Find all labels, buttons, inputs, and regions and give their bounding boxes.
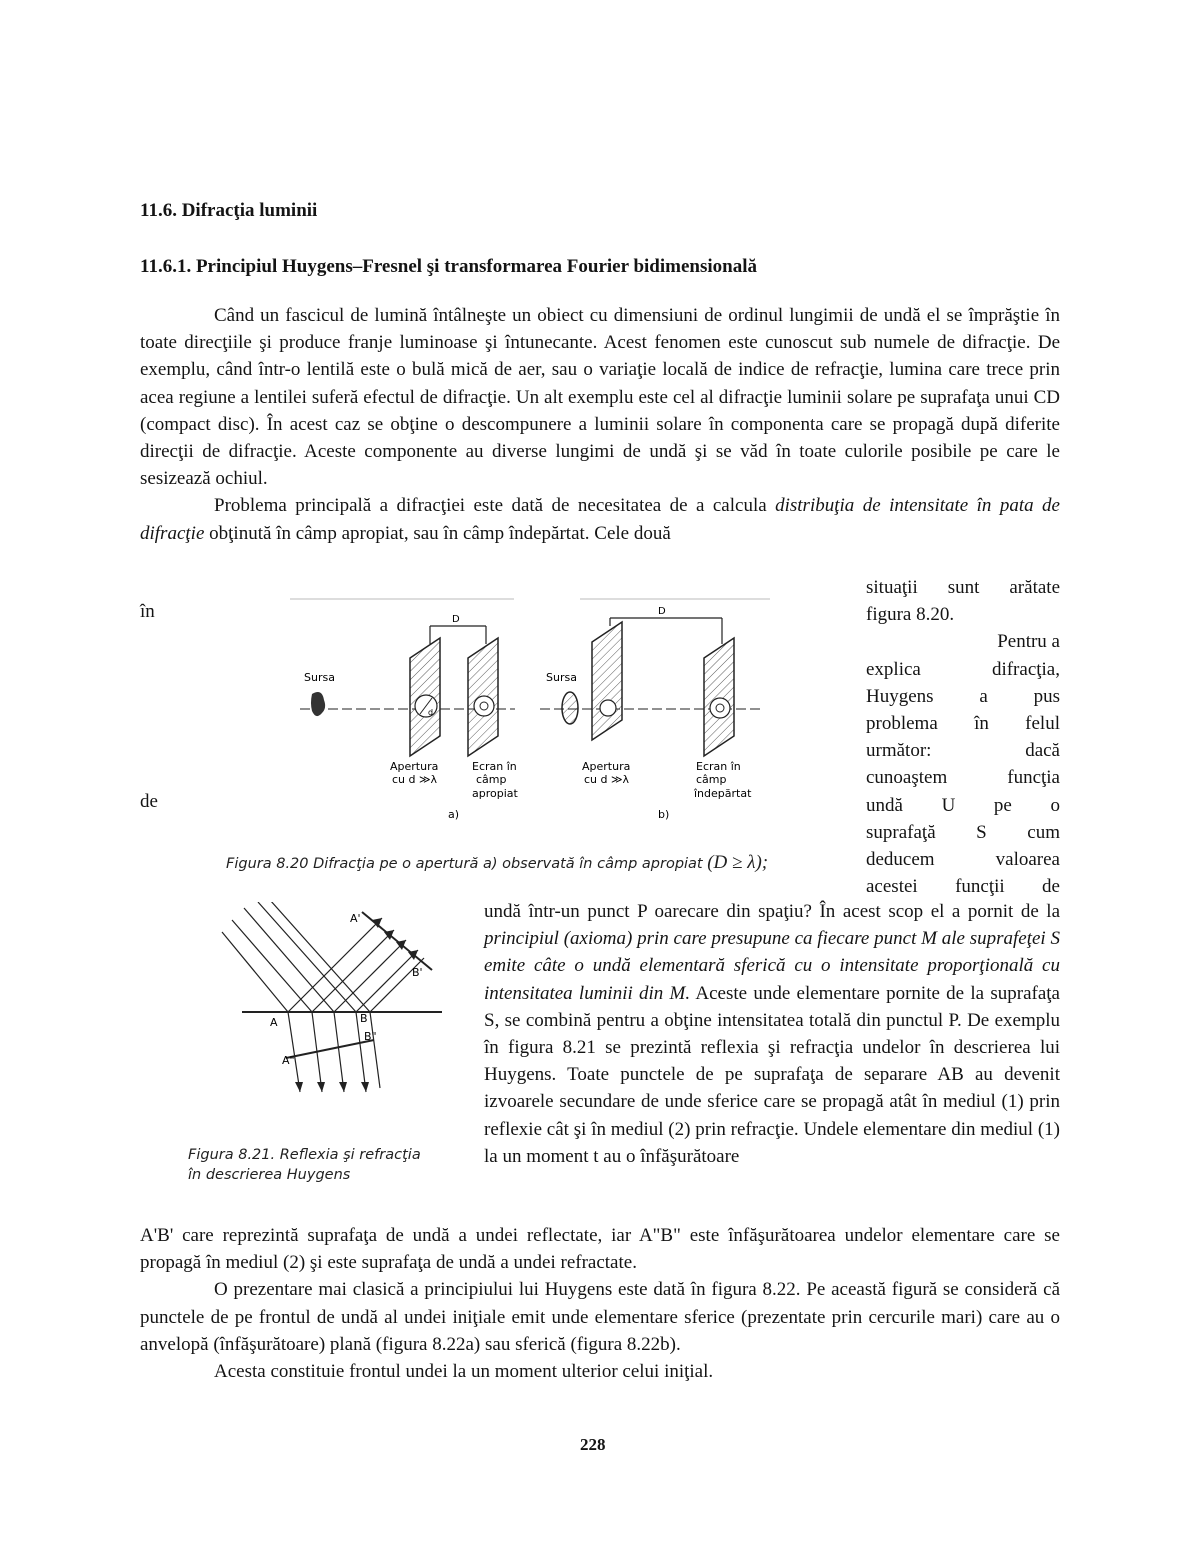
figure-8-20-caption-text: Figura 8.20 Difracţia pe o apertură a) observată în câmp apropiat [226,856,703,872]
side-line: figura 8.20. [866,604,955,626]
paragraph-4: O prezentare mai clasică a principiului lui Huygens este dată în figura 8.22. Pe această figură se consideră că punctele de pe frontul de undă al undei iniţiale emit unde elementare sferice (prezentate prin cercurile mari) care au o anvelopă (înfăşurătoare) plană (figura 8.22a) sau sferică (figura 8.22b). [140,1279,1060,1355]
paragraph-2-end: obţinută în câmp apropiat, sau în câmp îndepărtat. Cele două [204,522,671,544]
figure-8-20-diagram [290,596,790,832]
side-line: problema în felul [866,713,1060,735]
side-line: deducem valoarea [866,849,1060,871]
paragraph-3-start: pornit de la [967,901,1060,922]
label-b-double-prime: B" [364,1030,377,1043]
left-word-de: de [140,791,158,812]
subsection-title: 11.6.1. Principiul Huygens–Fresnel şi transformarea Fourier bidimensională [140,256,757,277]
label-b: B [360,1012,368,1025]
aperture-cond-b: cu d ≫λ [584,773,630,786]
refracted-arrowheads [295,1082,369,1092]
side-column-top [866,574,1060,900]
label-a-double-prime: A" [282,1054,295,1067]
paragraph-2 [140,492,1060,546]
figure-8-21-caption [188,1145,421,1185]
aperture-label-b: Apertura [582,760,631,773]
aperture-plate-b [592,622,622,740]
side-line: Huygens a pus [866,685,1060,707]
far-screen-spot [710,698,730,718]
paragraph-2-start: Problema principală a difracţiei este dată de necesitatea de a calcula [214,495,776,517]
paragraph-2-italic: distribuţia de intensitate în pata de difracţie [140,495,1060,544]
d-label-a: d [428,708,434,717]
figure-8-21-diagram [212,902,462,1102]
near-screen-label-3: apropiat [472,787,518,800]
d-big-label-a: D [452,614,460,625]
label-a-prime: A' [350,912,361,925]
far-screen-plate [704,638,734,756]
source-b-lens-icon [562,692,578,724]
far-screen-label-3: îndepărtat [694,787,752,800]
paragraph-3-italic: principiul (axioma) prin care presupune ca fiecare punct M ale suprafeţei S emite câte o undă elementară sferică cu o intensitate proporţională cu intensitatea luminii din M. [484,928,1060,1004]
reflected-rays [288,918,424,1012]
d-big-label-b: D [658,606,666,617]
near-screen-label-2: câmp [476,773,507,786]
paragraph-3-continued [140,1222,1060,1385]
side-line: suprafaţă S cum [866,821,1060,843]
figure-8-21-caption-1: Figura 8.21. Reflexia şi refracţia [188,1147,421,1163]
source-a-icon [311,692,325,716]
paragraph-1-text: Când un fascicul de lumină întâlneşte un obiect cu dimensiuni de ordinul lungimii de undă el se împrăştie în toate direcţiile şi produce franje luminoase şi întunecante. Acest fenomen este cunoscut sub numele de difracţie. De exemplu, când într-o lentilă este o bulă mică de aer, sau o variaţie locală de indice de refracţie, lumina care trece prin acea regiune a lentilei suferă efectul de difracţie. Un alt exemplu este cel al difracţie luminii solare pe suprafaţa unui CD (compact disc). În acest caz se obţine o descompunere a luminii solare în componenta care se propagă după diferite direcţii de difracţie. Aceste componente au diverse lungimi de undă şi se văd în toate culorile posibile pe care le sesizează ochiul. [140,305,1060,490]
label-b: b) [658,808,670,821]
aperture-label-a: Apertura [390,760,439,773]
side-line: acestei funcţii de [866,876,1060,898]
near-screen-label-1: Ecran în [472,760,517,773]
paragraph-3-rest: Aceste unde elementare pornite de la suprafaţa S, se combină pentru a obţine intensitatea totală din punctul P. De exemplu în figura 8.21 se prezintă reflexia şi refracţia undelor în descrierea lui Huygens. Toate punctele de pe suprafaţa de separare AB au devenit izvoarele secundare de unde sferice care se propagă atât în mediul (1) prin reflexie cât şi în mediul (2) prin refracţie. Undele elementare din mediul (1) la un moment t au o înfăşurătoare [484,982,1060,1167]
label-a: a) [448,808,460,821]
incident-rays [222,902,370,1012]
paragraph-3-right-text [484,898,1060,1170]
aperture-hole-b [600,700,616,716]
paragraph-1 [140,302,1060,547]
figure-8-20-caption-math: (D ≥ λ); [707,852,769,873]
far-screen-label-1: Ecran în [696,760,741,773]
section-title: 11.6. Difracţia luminii [140,200,318,221]
paragraph-3-full: A'B' care reprezintă suprafaţa de undă a undei reflectate, iar A"B" este înfăşurătoarea undelor elementare care se propagă în mediul (2) şi este suprafaţa de undă a undei refractate. [140,1225,1060,1274]
paragraph-3-line-1: undă într-un punct P oarecare din spaţiu? În acest scop el a [484,901,961,922]
paragraph-3-right [484,898,1060,1170]
side-line: cunoaştem funcţia [866,767,1060,789]
side-line: următor: dacă [866,740,1060,762]
side-line: explica difracţia, [866,658,1060,680]
label-b-prime: B' [412,966,423,979]
label-a: A [270,1016,278,1029]
left-word-in: în [140,601,155,622]
source-a-label: Sursa [304,671,335,684]
figure-8-21-caption-2: în descrierea Huygens [188,1167,351,1183]
side-line: Pentru a [997,631,1060,653]
reflected-wavefront [362,912,432,970]
side-line: situaţii sunt arătate [866,577,1060,598]
page-number: 228 [580,1435,606,1454]
figure-8-20-caption [226,852,768,874]
near-screen-spot [474,696,494,716]
source-b-label: Sursa [546,671,577,684]
far-screen-label-2: câmp [696,773,727,786]
paragraph-5: Acesta constituie frontul undei la un moment ulterior celui iniţial. [214,1361,714,1383]
aperture-cond-a: cu d ≫λ [392,773,438,786]
side-line: undă U pe o [866,794,1060,816]
